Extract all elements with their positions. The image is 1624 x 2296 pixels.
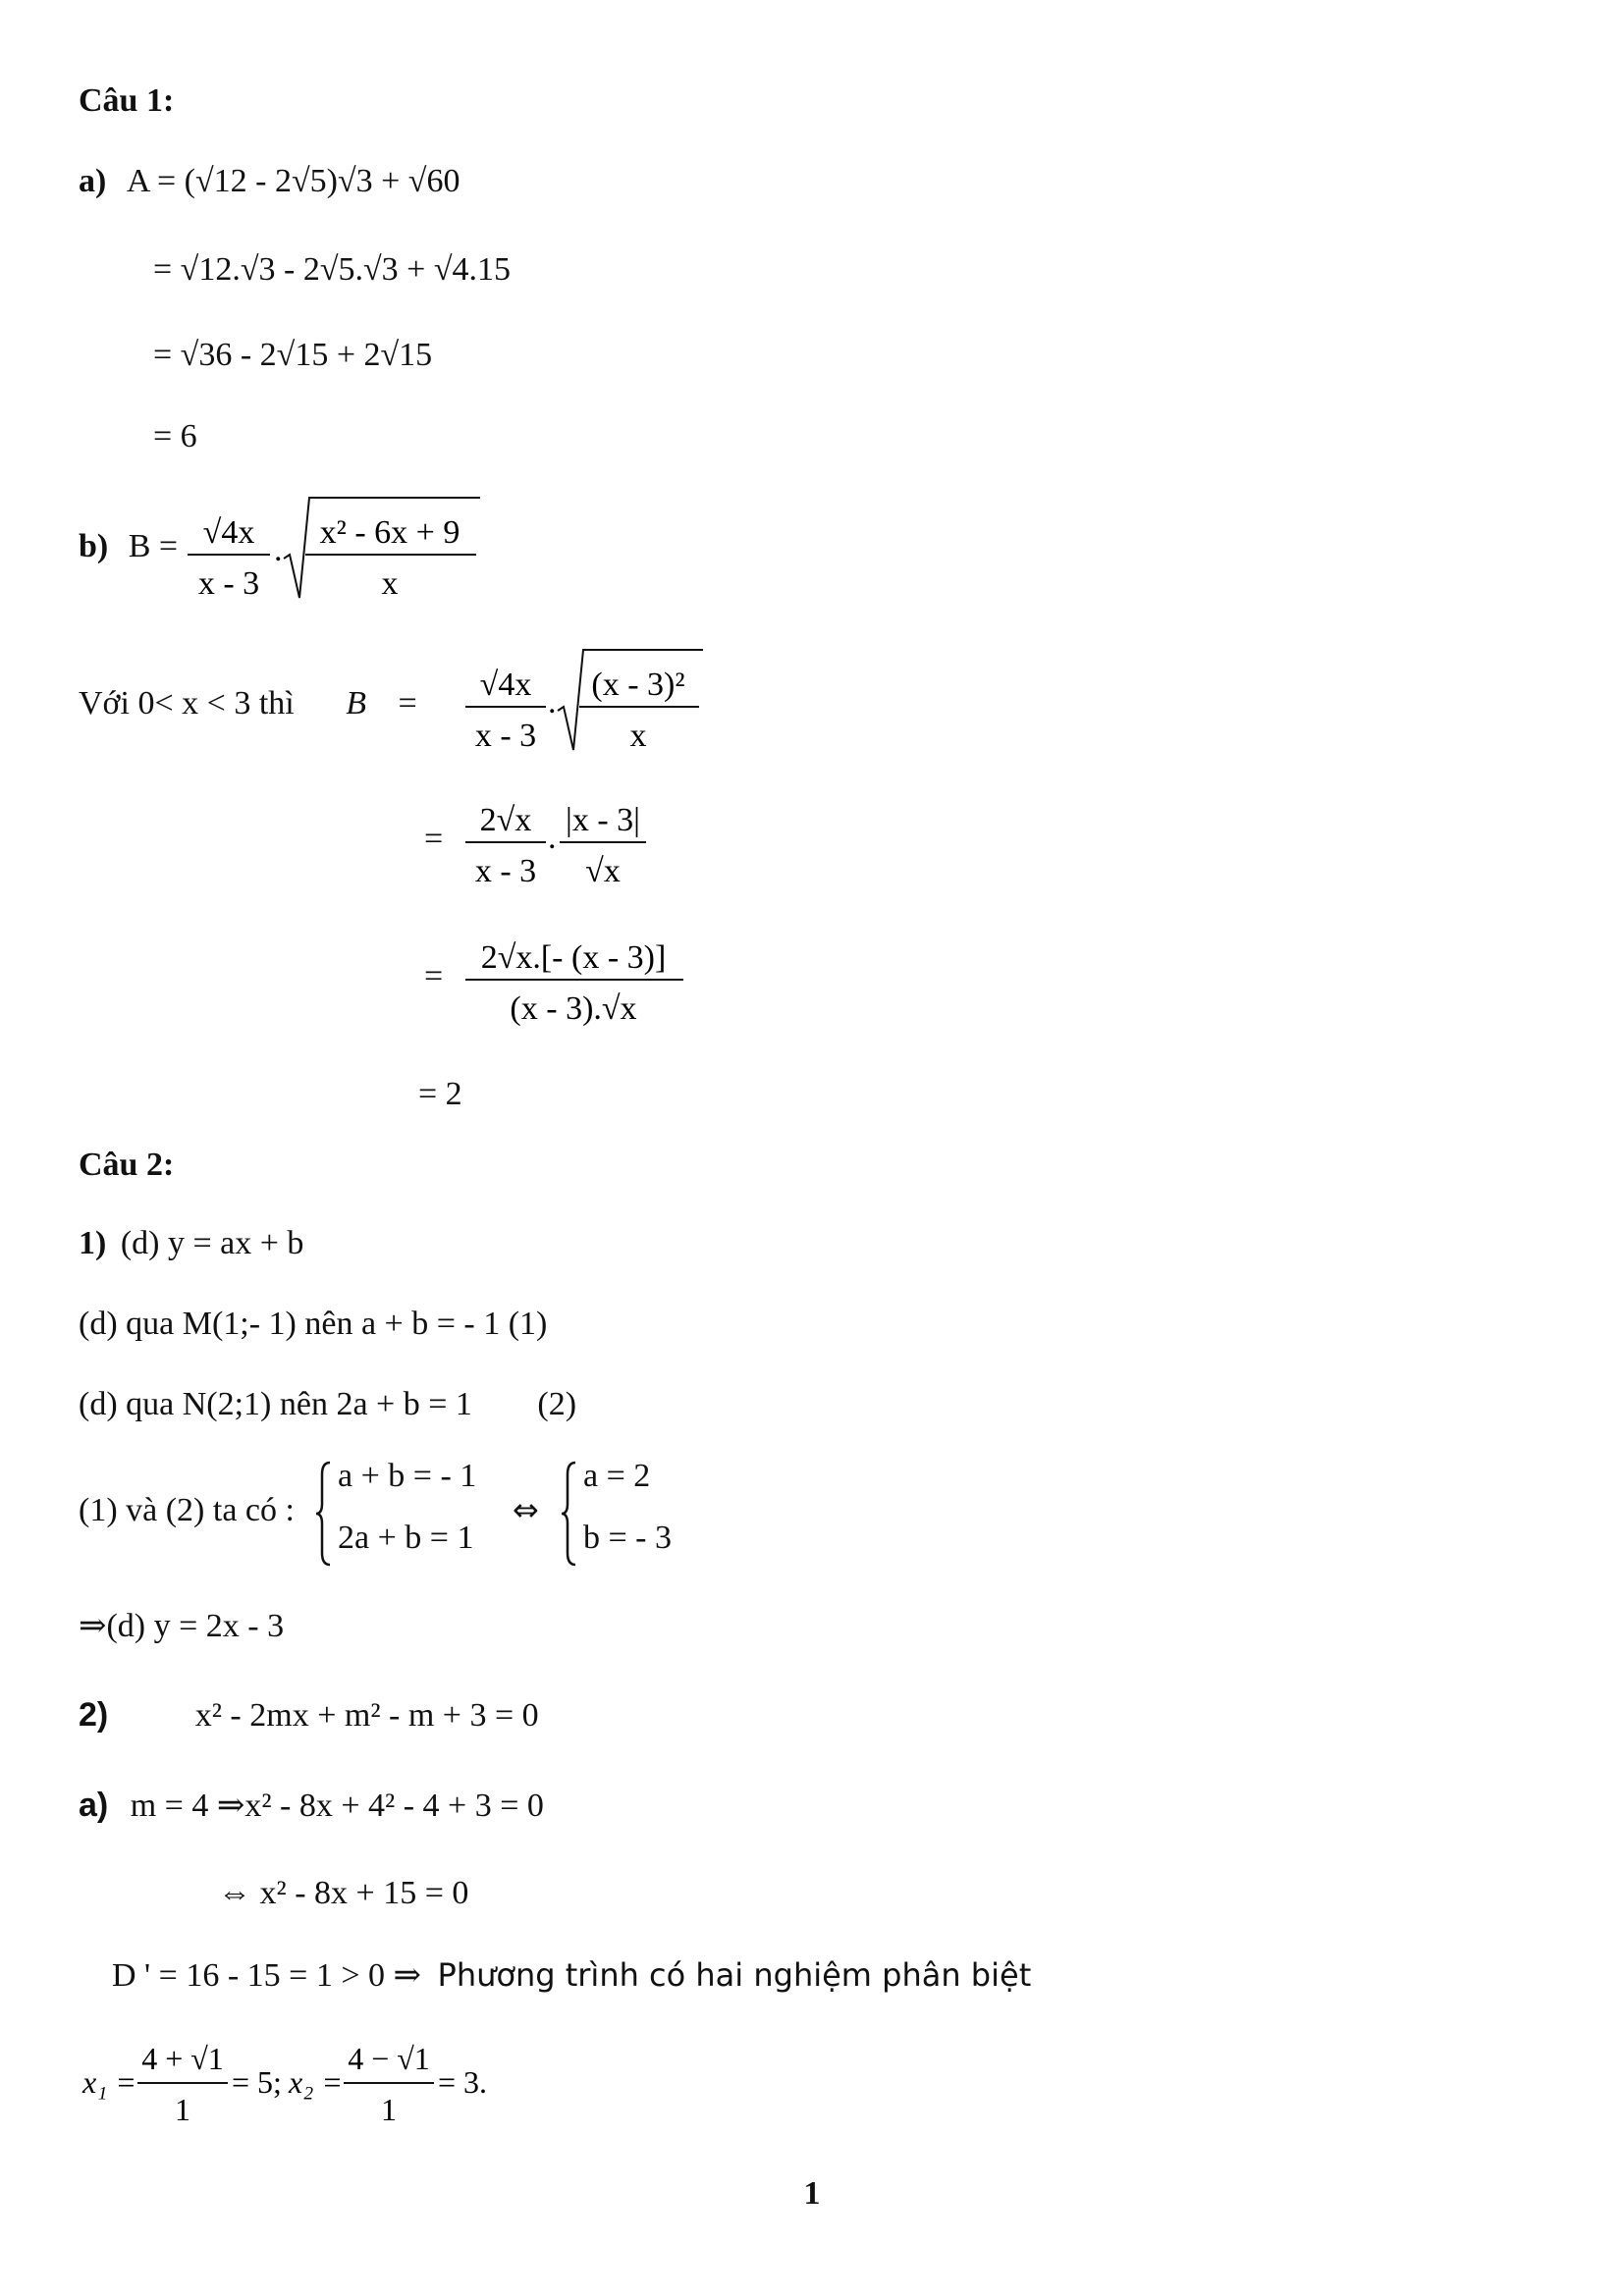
cau1-a-expr-3: = √36 - 2√15 + 2√15 (153, 337, 433, 373)
cau1-b-result: = 2 (418, 1076, 462, 1112)
cau2-p2-a-label: a) (79, 1787, 109, 1824)
svg-text:.: . (548, 684, 557, 721)
cau1-b-step3-den: (x - 3).√x (510, 990, 637, 1027)
cau1-b-sqrt-den: x (381, 565, 399, 602)
cau2-p2-x1-label: x₁ = (82, 2064, 136, 2100)
cau1-b-lhs: B = (128, 528, 179, 564)
cau1-a-expr-2: = √12.√3 - 2√5.√3 + √4.15 (153, 251, 511, 288)
cau2-p1-conclusion: ⇒(d) y = 2x - 3 (79, 1608, 285, 1644)
cau2-p2-x2-val: = 3. (438, 2064, 488, 2100)
cau2-p2-delta-text: Phương trình có hai nghiệm phân biệt (437, 1956, 1032, 1994)
cau1-b-step3 (461, 921, 697, 1031)
cau1-b-label-row (79, 530, 178, 563)
cau2-p2-a-line2: ⇔ x² - 8x + 15 = 0 (218, 1875, 469, 1911)
cau2-p1-sys1-r2: 2a + b = 1 (338, 1520, 474, 1556)
cau2-p2-equation: x² - 2mx + m² - m + 3 = 0 (194, 1697, 539, 1734)
svg-text:.: . (548, 820, 557, 856)
cau1-b-condition-row (79, 687, 417, 721)
cau2-p2-x2-den: 1 (381, 2092, 397, 2127)
cau1-b-step2-n1: 2√x (479, 802, 532, 838)
cau2-p1-line2: (d) qua M(1;- 1) nên a + b = - 1 (1) (79, 1306, 548, 1342)
cau2-p2-x1-den: 1 (175, 2092, 190, 2127)
svg-text:.: . (274, 532, 283, 568)
cau2-p2-x2-num: 4 − √1 (348, 2041, 430, 2076)
cau1-b-step2-d1: x - 3 (474, 853, 537, 889)
cau1-b-step1-den: x - 3 (474, 718, 537, 754)
cau1-b-step2-d2: √x (585, 853, 621, 889)
cau2-p1-label: 1) (79, 1225, 107, 1261)
cau1-a-label: a) (79, 163, 107, 199)
cau2-p1-line1: (d) y = ax + b (120, 1225, 304, 1261)
cau2-p2-x1-val: = 5; (232, 2064, 282, 2100)
cau1-b-step2-eq: = (424, 821, 444, 857)
cau2-p2-row (79, 1698, 539, 1733)
cau2-p1-line3-tag: (2) (537, 1386, 577, 1422)
cau2-p2-label: 2) (79, 1696, 109, 1734)
cau1-b-symbol: B (346, 685, 367, 721)
cau1-b-formula (182, 496, 496, 606)
cau1-b-step1 (461, 648, 717, 758)
cau2-p1-equiv: ⇔ (513, 1491, 539, 1528)
cau1-b-den1: x - 3 (197, 565, 260, 602)
cau1-b-step2-n2: |x - 3| (566, 802, 640, 838)
cau2-p1-row1 (79, 1227, 303, 1260)
cau2-p2-a-line1: m = 4 ⇒x² - 8x + 4² - 4 + 3 = 0 (130, 1788, 544, 1824)
cau1-b-step2 (461, 783, 658, 893)
cau2-p1-brace-1 (316, 1459, 336, 1569)
page-number: 1 (803, 2175, 821, 2212)
cau2-p2-delta-math: D ' = 16 - 15 = 1 > 0 ⇒ (112, 1957, 422, 1994)
cau1-b-step1-sqrt-den: x (629, 718, 647, 754)
cau1-b-step3-eq: = (424, 958, 444, 994)
cau2-p1-sys2-r1: a = 2 (583, 1458, 651, 1494)
cau2-p1-line3: (d) qua N(2;1) nên 2a + b = 1 (79, 1386, 472, 1422)
cau2-p1-sys2-r2: b = - 3 (583, 1520, 672, 1556)
cau2-p1-sys-intro: (1) và (2) ta có : (79, 1492, 295, 1528)
cau1-b-step3-num: 2√x.[- (x - 3)] (480, 939, 667, 976)
cau1-b-sqrt-num: x² - 6x + 9 (319, 514, 460, 551)
cau1-b-step1-sqrt-num: (x - 3)² (591, 667, 685, 703)
cau2-p2-x2-label: x₂ = (289, 2064, 343, 2100)
cau2-p1-sys1-r1: a + b = - 1 (338, 1458, 477, 1494)
cau2-p2-roots (79, 2022, 530, 2132)
cau2-p2-a-row (79, 1789, 544, 1823)
cau2-p1-brace-2 (562, 1459, 581, 1569)
cau1-heading: Câu 1: (79, 82, 175, 119)
cau1-b-eq: = (398, 685, 417, 721)
cau1-b-num1: √4x (202, 514, 255, 551)
cau1-b-step1-num: √4x (479, 667, 532, 703)
cau2-p1-line3-row (79, 1388, 576, 1421)
cau1-a-row1 (79, 165, 460, 198)
cau1-b-label: b) (79, 528, 109, 564)
cau1-a-expr-1: A = (√12 - 2√5)√3 + √60 (126, 163, 460, 199)
cau2-heading: Câu 2: (79, 1147, 175, 1183)
cau2-p2-delta-row (112, 1956, 1032, 1994)
cau1-a-expr-4: = 6 (153, 418, 197, 454)
cau2-p2-x1-num: 4 + √1 (141, 2041, 224, 2076)
cau1-b-condition: Với 0< x < 3 thì (79, 685, 295, 721)
